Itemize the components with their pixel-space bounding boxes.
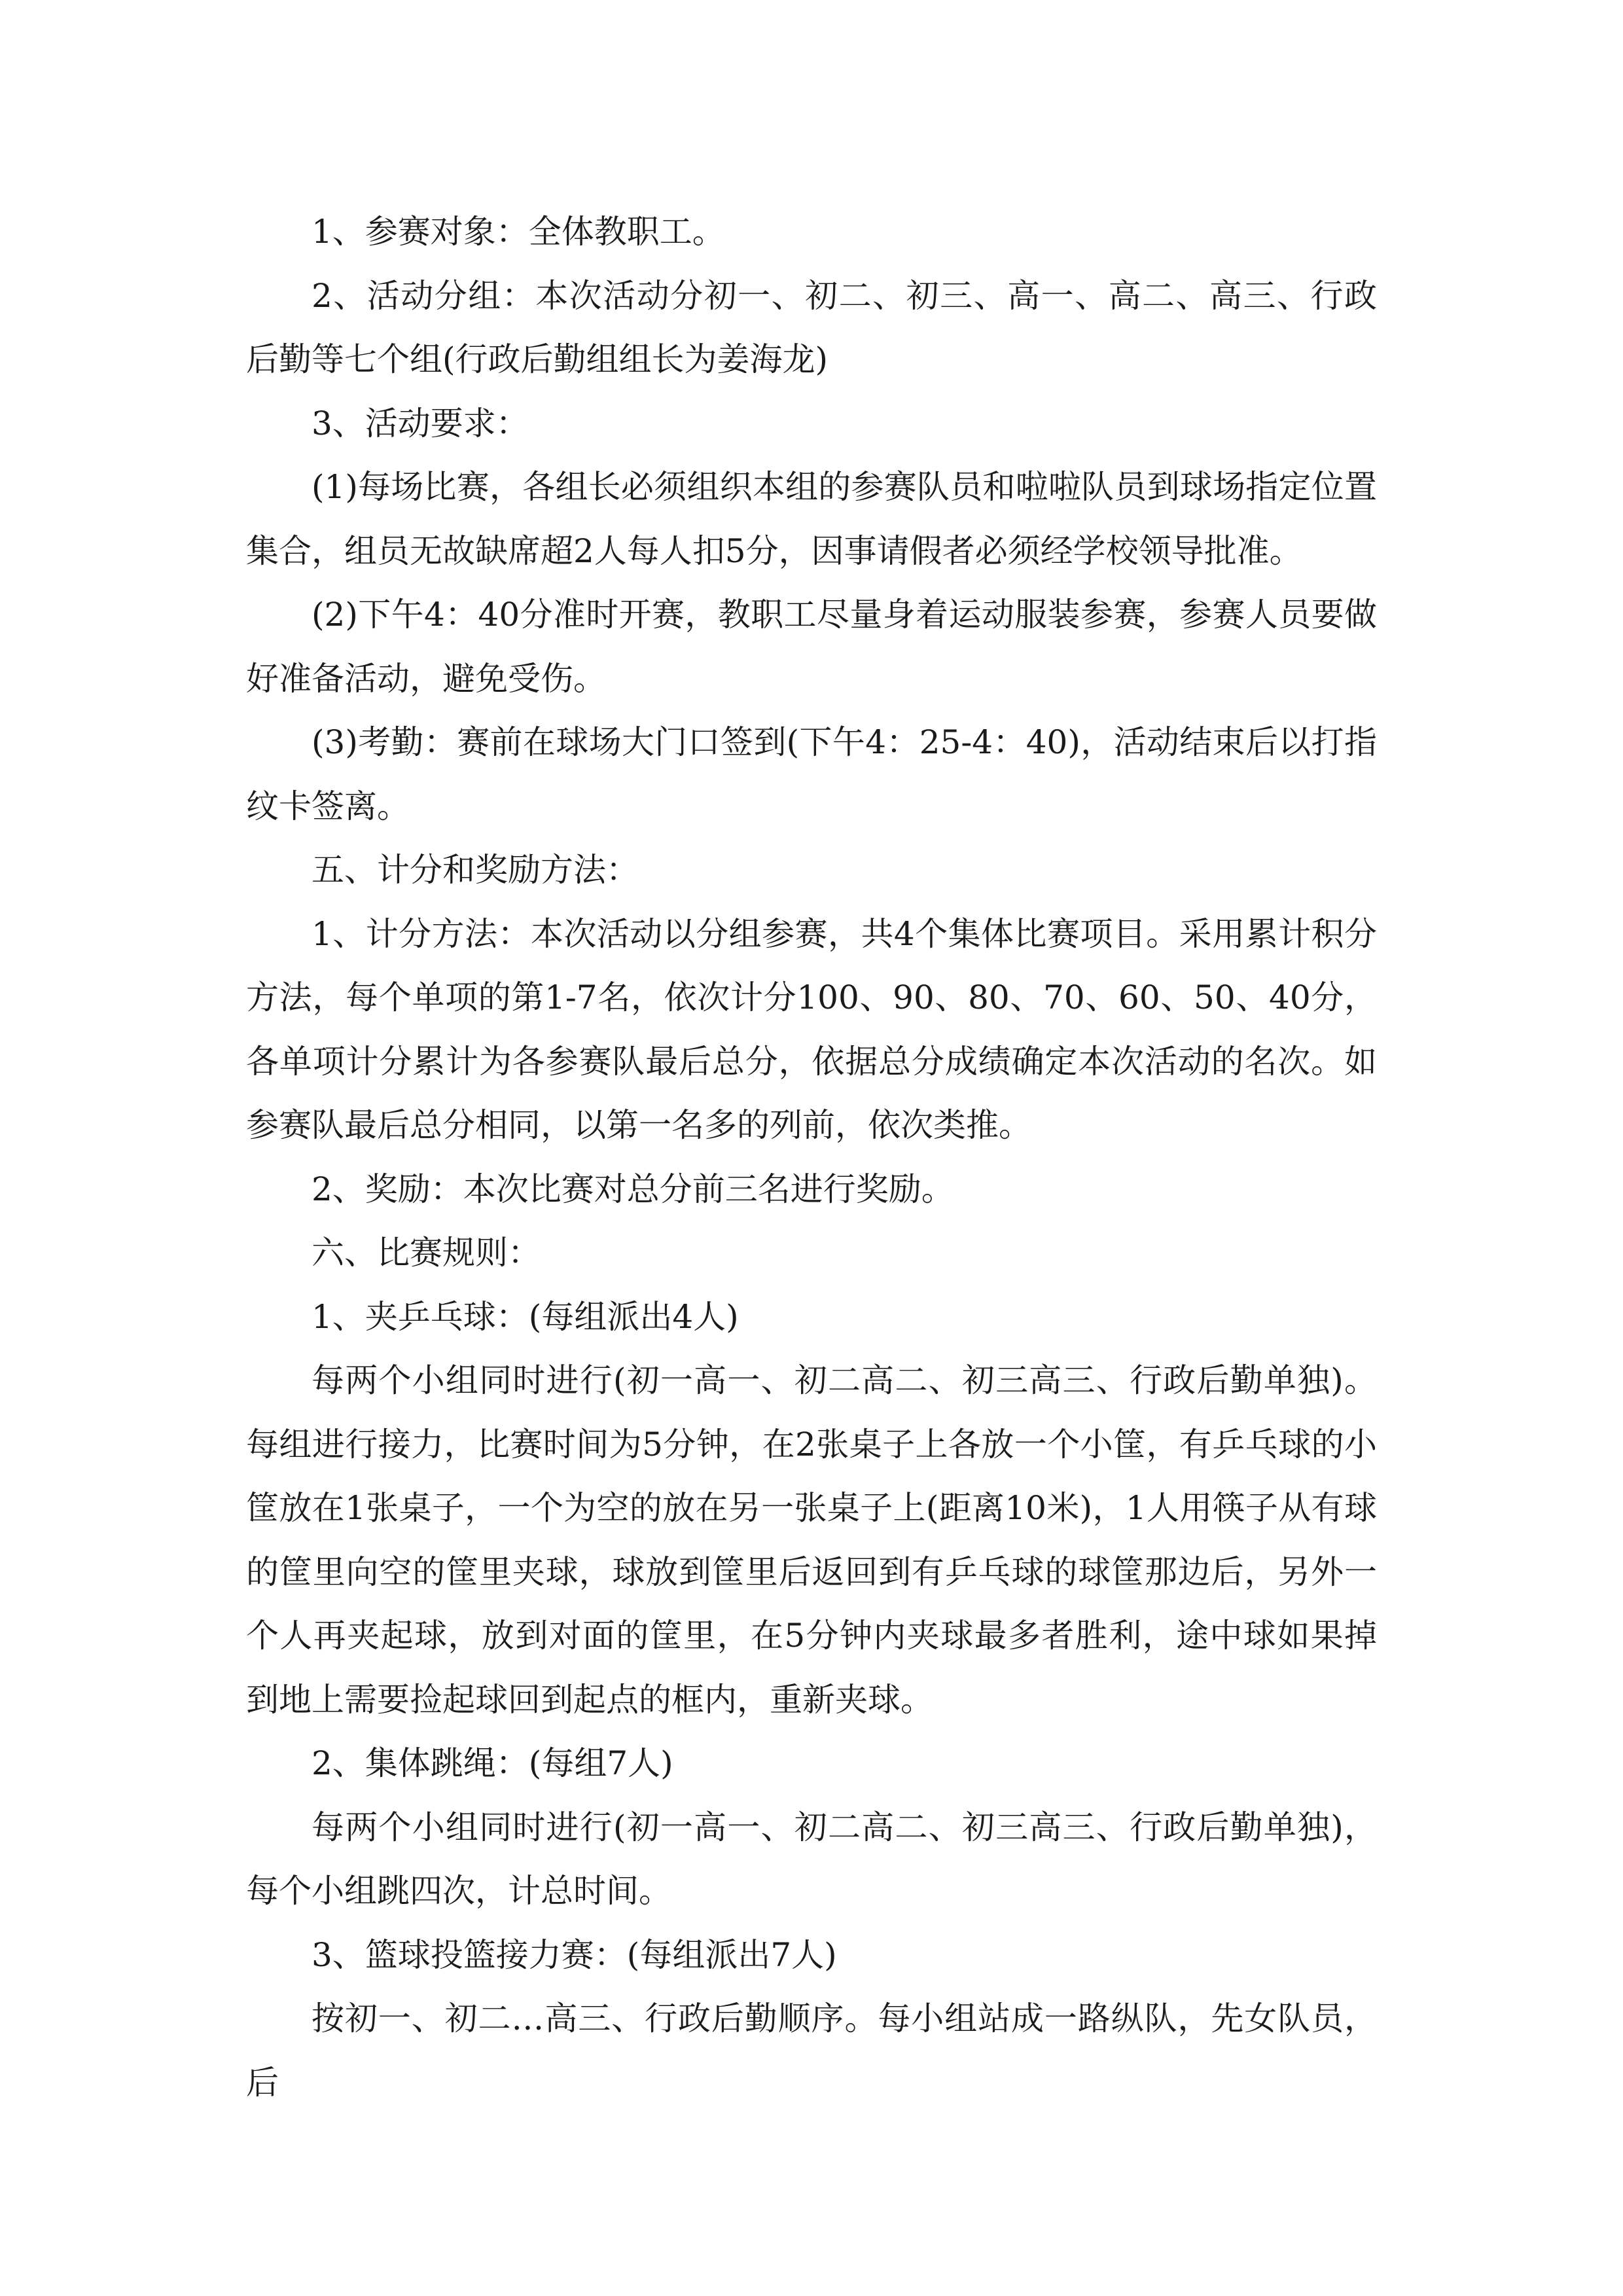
paragraph-requirement-1: (1)每场比赛，各组长必须组织本组的参赛队员和啦啦队员到球场指定位置集合，组员无故缺席超2人每人扣5分，因事请假者必须经学校领导批准。 (246, 468, 1377, 570)
rule-heading-ping-pong: 1、夹乒乓球：(每组派出4人) (312, 1297, 739, 1336)
rule-text-ping-pong: 每两个小组同时进行(初一高一、初二高二、初三高三、行政后勤单独)。每组进行接力，比赛时间为5分钟，在2张桌子上各放一个小筐，有乒乓球的小筐放在1张桌子，一个为空的放在另一张桌子上(距离10米)，1人用筷子从有球的筐里向空的筐里夹球，球放到筐里后返回到有乒乓球的球筐那边后，另外一个人再夹起球，放到对面的筐里，在5分钟内夹球最多者胜利，途中球如果掉到地上需要捡起球回到起点的框内，重新夹球。 (246, 1361, 1377, 1719)
section-heading-rules: 六、比赛规则： (312, 1234, 541, 1272)
section-heading-scoring: 五、计分和奖励方法： (312, 851, 639, 889)
rule-text-jump-rope: 每两个小组同时进行(初一高一、初二高二、初三高三、行政后勤单独)，每个小组跳四次，计总时间。 (246, 1808, 1377, 1910)
paragraph-scoring-method: 1、计分方法：本次活动以分组参赛，共4个集体比赛项目。采用累计积分方法，每个单项的第1-7名，依次计分100、90、80、70、60、50、40分，各单项计分累计为各参赛队最后总分，依据总分成绩确定本次活动的名次。如参赛队最后总分相同，以第一名多的列前，依次类推。 (246, 914, 1377, 1144)
rule-heading-basketball: 3、篮球投篮接力赛：(每组派出7人) (312, 1935, 837, 1974)
paragraph-grouping: 2、活动分组：本次活动分初一、初二、初三、高一、高二、高三、行政后勤等七个组(行政后勤组组长为姜海龙) (246, 276, 1377, 378)
paragraph-participants: 1、参赛对象：全体教职工。 (312, 213, 725, 251)
paragraph-requirements-heading: 3、活动要求： (312, 404, 529, 442)
paragraph-requirement-2: (2)下午4：40分准时开赛，教职工尽量身着运动服装参赛，参赛人员要做好准备活动，避免受伤。 (246, 596, 1377, 698)
document-body (246, 200, 1377, 2115)
paragraph-awards: 2、奖励：本次比赛对总分前三名进行奖励。 (312, 1170, 954, 1208)
rule-heading-jump-rope: 2、集体跳绳：(每组7人) (312, 1744, 673, 1782)
paragraph-requirement-3: (3)考勤：赛前在球场大门口签到(下午4：25-4：40)，活动结束后以打指纹卡签离。 (246, 723, 1377, 825)
rule-text-basketball: 按初一、初二…高三、行政后勤顺序。每小组站成一路纵队，先女队员，后 (246, 2000, 1377, 2102)
